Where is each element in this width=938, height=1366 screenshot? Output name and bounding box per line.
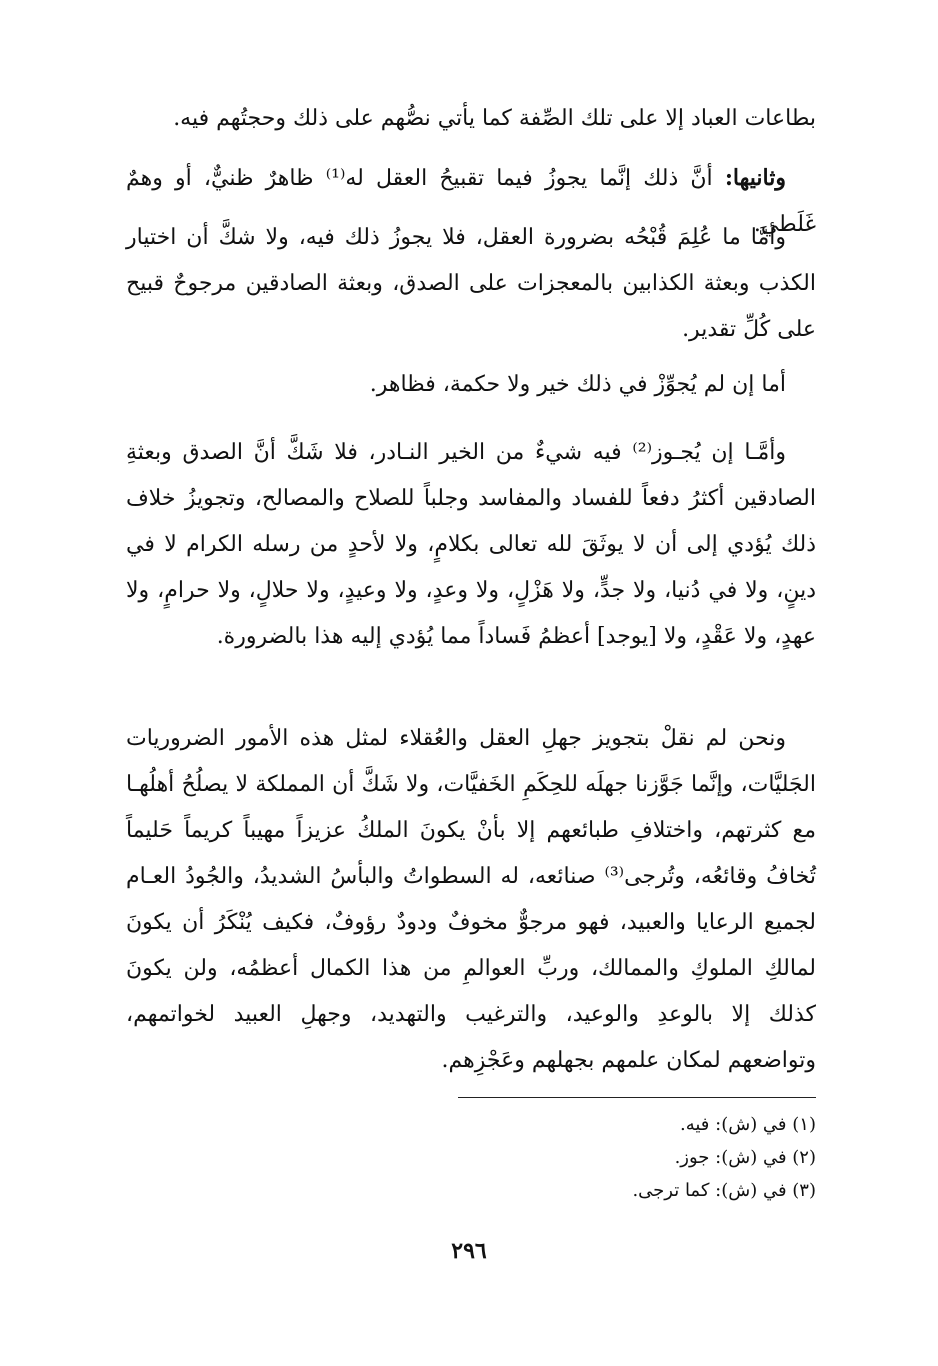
paragraph-1-text: بطاعات العباد إلا على تلك الصِّفة كما يأتي نصُّهم على ذلك وحجتُهم فيه. — [173, 106, 816, 131]
footnote-2: (٢) في (ش): جوز. — [674, 1147, 816, 1168]
footnote-divider — [458, 1097, 816, 1098]
paragraph-3-text: وأمَّا ما عُلِمَ قُبْحُه بضرورة العقل، فلا يجوزُ ذلك فيه، ولا شكَّ أن اختيار الكذب وبعثة الكذابين بالمعجزات على الصدق، وبعثة الصادقين مرجوحٌ قبيح على كُلِّ تقدير. — [126, 225, 816, 342]
paragraph-1 — [126, 96, 816, 142]
paragraph-4-text: أما إن لم يُجوِّزْ في ذلك خير ولا حكمة، فظاهر. — [369, 372, 786, 397]
paragraph-2-lead: وثانيها: — [724, 165, 786, 191]
paragraph-5 — [126, 430, 816, 660]
paragraph-3 — [126, 215, 816, 353]
footnotes — [458, 1108, 816, 1207]
paragraph-5-text: وأمَّـا إن يُجـوز⁽²⁾ فيه شيءٌ من الخير النـادر، فلا شَكَّ أنَّ الصدق وبعثةِ الصادقين أكثرُ دفعاً للفساد والمفاسد وجلباً للصلاح والمصالح، وتجويزُ خلاف ذلك يُؤدي إلى أن لا يوثَقَ لله تعالى بكلامٍ، ولا لأحدٍ من رسله الكرام لا في دينٍ، ولا في دُنيا، ولا جدٍّ، ولا هَزْلٍ، ولا وعدٍ، ولا وعيدٍ، ولا حلالٍ، ولا حرامٍ، ولا عهدٍ، ولا عَقْدٍ، ولا [يوجد] أعظمُ فَساداً مما يُؤدي إليه هذا بالضرورة. — [126, 440, 816, 649]
footnote-3: (٣) في (ش): كما ترجى. — [632, 1180, 816, 1201]
paragraph-4 — [126, 362, 816, 408]
paragraph-6-text: ونحن لم نقلْ بتجويز جهلِ العقل والعُقلاء لمثل هذه الأمور الضروريات الجَليَّات، وإنَّما جَوَّزنا جهلَه للحِكَمِ الخَفيَّات، ولا شَكَّ أن المملكة لا يصلُحُ أهلُهـا مع كثرتهم، واختلافِ طبائعهم إلا بأنْ يكونَ الملكُ عزيزاً مهيباً كريماً حَليماً تُخافُ وقائعُه، وتُرجى⁽³⁾ صنائعه، له السطواتُ والبأسُ الشديدُ، والجُودُ العـام لجميع الرعايا والعبيد، فهو مرجوٌّ مخوفٌ ودودٌ رؤوفٌ، فكيف يُنْكَرُ أن يكونَ لمالكِ الملوكِ والممالك، وربِّ العوالمِ من هذا الكمال أعظمُه، ولن يكونَ كذلك إلا بالوعدِ والوعيد، والترغيب والتهديد، وجهلِ العبيد لخواتمهم، وتواضعهم لمكان علمهم بجهلهم وعَجْزِهم. — [126, 726, 816, 1073]
paragraph-2-text: أنَّ ذلك إنَّما يجوزُ فيما تقبيحُ العقل له⁽¹⁾ ظاهرٌ ظنيٌّ، أو وهمٌ غَلَطي. — [126, 166, 816, 237]
paragraph-6 — [126, 716, 816, 1084]
page-number: ٢٩٦ — [451, 1238, 487, 1264]
footnote-1: (١) في (ش): فيه. — [680, 1114, 816, 1135]
